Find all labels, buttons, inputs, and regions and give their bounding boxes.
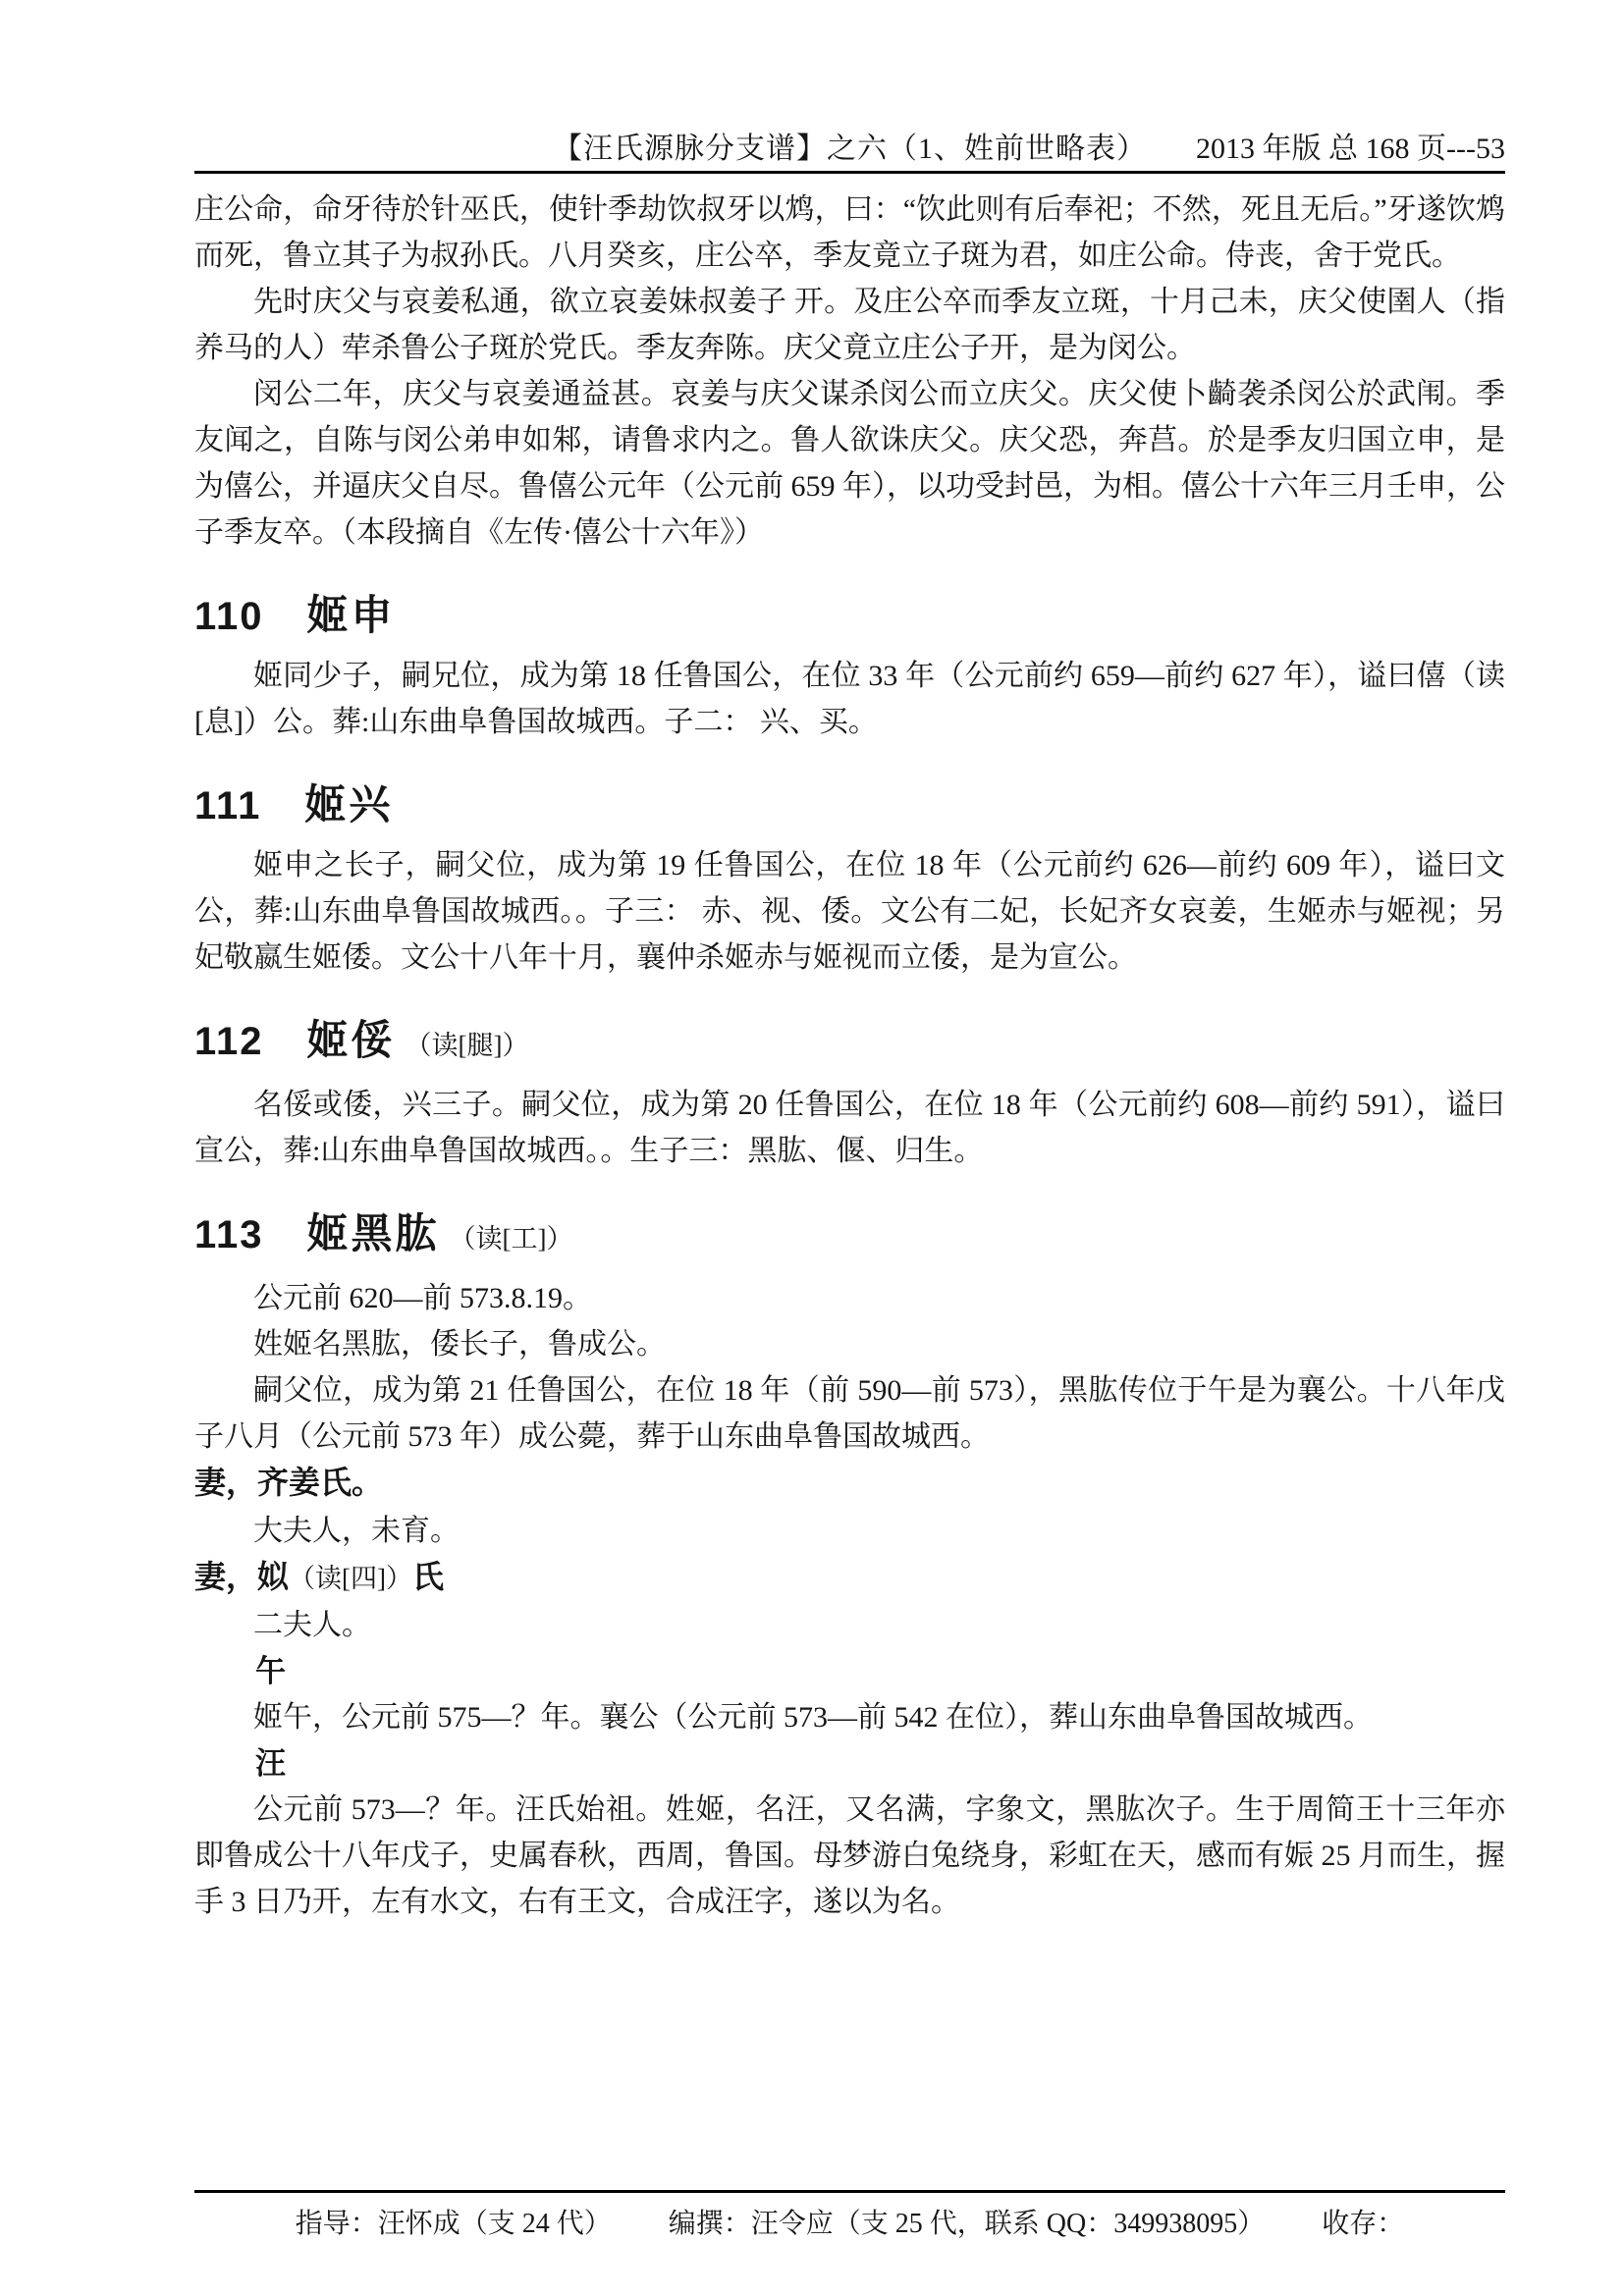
section-reading-note: （读[工]）: [449, 1224, 573, 1254]
wife-heading-text: 妻，齐姜氏。: [194, 1465, 384, 1500]
child-heading: 汪: [255, 1746, 286, 1781]
edition-page-info: 2013 年版 总 168 页---53: [1182, 130, 1505, 169]
footer-keeper: 收存：: [1322, 2209, 1405, 2239]
section-number: 113: [194, 1213, 264, 1256]
section-paragraph: 公元前 620—前 573.8.19。: [253, 1282, 592, 1314]
section-name: 姬申: [306, 592, 396, 638]
section-number: 111: [194, 784, 262, 828]
intro-paragraph: 闵公二年，庆父与哀姜通益甚。哀姜与庆父谋杀闵公而立庆父。庆父使卜齮袭杀闵公於武闱。季友闻之，自陈与闵公弟申如邾，请鲁求内之。鲁人欲诛庆父。庆父恐，奔莒。於是季友归国立申，是为僖公，并逼庆父自尽。鲁僖公元年（公元前 659 年），以功受封邑，为相。僖公十六年三月壬申，公子季友卒。（本段摘自《左传·僖公十六年》）: [194, 378, 1505, 549]
page-content: [194, 187, 1505, 1925]
document-title: 【汪氏源脉分支谱】之六（1、姓前世略表）: [553, 133, 1147, 165]
wife-heading-text: 妻，姒: [194, 1559, 290, 1594]
section-paragraph: 姓姬名黑肱，倭长子，鲁成公。: [253, 1328, 666, 1361]
section-paragraph: 名俀或倭，兴三子。嗣父位，成为第 20 任鲁国公，在位 18 年（公元前约 608—前约 591），谥曰宣公，葬:山东曲阜鲁国故城西。。生子三：黑肱、偃、归生。: [194, 1089, 1505, 1167]
footer-editor: 编撰：汪令应（支 25 代，联系 QQ：349938095）: [668, 2209, 1266, 2239]
section-reading-note: （读[腿]）: [405, 1031, 529, 1060]
page-header: [194, 130, 1505, 169]
footer-rule: [194, 2190, 1505, 2193]
section-number: 112: [194, 1020, 264, 1063]
section-heading-110: [194, 591, 1505, 641]
page-footer: [194, 2205, 1505, 2244]
section-paragraph: 公元前 573—？年。汪氏始祖。姓姬，名汪，又名满，字象文，黑肱次子。生于周简王十三年亦即鲁成公十八年戊子，史属春秋，西周，鲁国。母梦游白兔绕身，彩虹在天，感而有娠 25 月而生，握手 3 日乃开，左有水文，右有王文，合成汪字，遂以为名。: [194, 1793, 1505, 1918]
reading-note: （读[四]）: [289, 1564, 412, 1593]
footer-supervisor: 指导：汪怀成（支 24 代）: [295, 2209, 612, 2239]
section-number: 110: [194, 595, 264, 638]
wife-heading: [194, 1460, 1505, 1508]
section-paragraph: 大夫人，未育。: [253, 1515, 460, 1547]
intro-paragraph: 先时庆父与哀姜私通，欲立哀姜妹叔姜子 开。及庄公卒而季友立斑，十月己未，庆父使圉人（指养马的人）荦杀鲁公子斑於党氏。季友奔陈。庆父竟立庄公子开，是为闵公。: [194, 286, 1505, 364]
child-heading: 午: [255, 1654, 286, 1688]
section-heading-113: [194, 1209, 1505, 1263]
section-heading-112: [194, 1016, 1505, 1070]
intro-paragraph: 庄公命，命牙待於针巫氏，使针季劫饮叔牙以鸩，曰：“饮此则有后奉祀；不然，死且无后。”牙遂饮鸩而死，鲁立其子为叔孙氏。八月癸亥，庄公卒，季友竟立子斑为君，如庄公命。侍丧，舍于党氏。: [194, 193, 1505, 272]
section-paragraph: 姬午，公元前 575—？年。襄公（公元前 573—前 542 在位），葬山东曲阜鲁国故城西。: [253, 1701, 1373, 1734]
section-heading-111: [194, 780, 1505, 830]
section-paragraph: 姬申之长子，嗣父位，成为第 19 任鲁国公，在位 18 年（公元前约 626—前约 609 年），谥曰文公，葬:山东曲阜鲁国故城西。。子三： 赤、视、倭。文公有二妃，长妃齐女哀姜，生姬赤与姬视；另妃敬嬴生姬倭。文公十八年十月，襄仲杀姬赤与姬视而立倭，是为宣公。: [194, 849, 1505, 974]
section-name: 姬兴: [304, 781, 394, 828]
section-name: 姬俀: [306, 1017, 396, 1063]
section-paragraph: 姬同少子，嗣兄位，成为第 18 任鲁国公，在位 33 年（公元前约 659—前约 627 年），谥曰僖（读[息]）公。葬:山东曲阜鲁国故城西。子二： 兴、买。: [194, 660, 1505, 738]
section-paragraph: 嗣父位，成为第 21 任鲁国公，在位 18 年（前 590—前 573），黑肱传位于午是为襄公。十八年戊子八月（公元前 573 年）成公薨，葬于山东曲阜鲁国故城西。: [194, 1374, 1505, 1453]
wife-heading-text: 氏: [412, 1559, 445, 1594]
section-name: 姬黑肱: [306, 1210, 440, 1256]
header-rule: [194, 171, 1505, 174]
section-paragraph: 二夫人。: [253, 1609, 371, 1641]
wife-heading: [194, 1554, 1505, 1602]
